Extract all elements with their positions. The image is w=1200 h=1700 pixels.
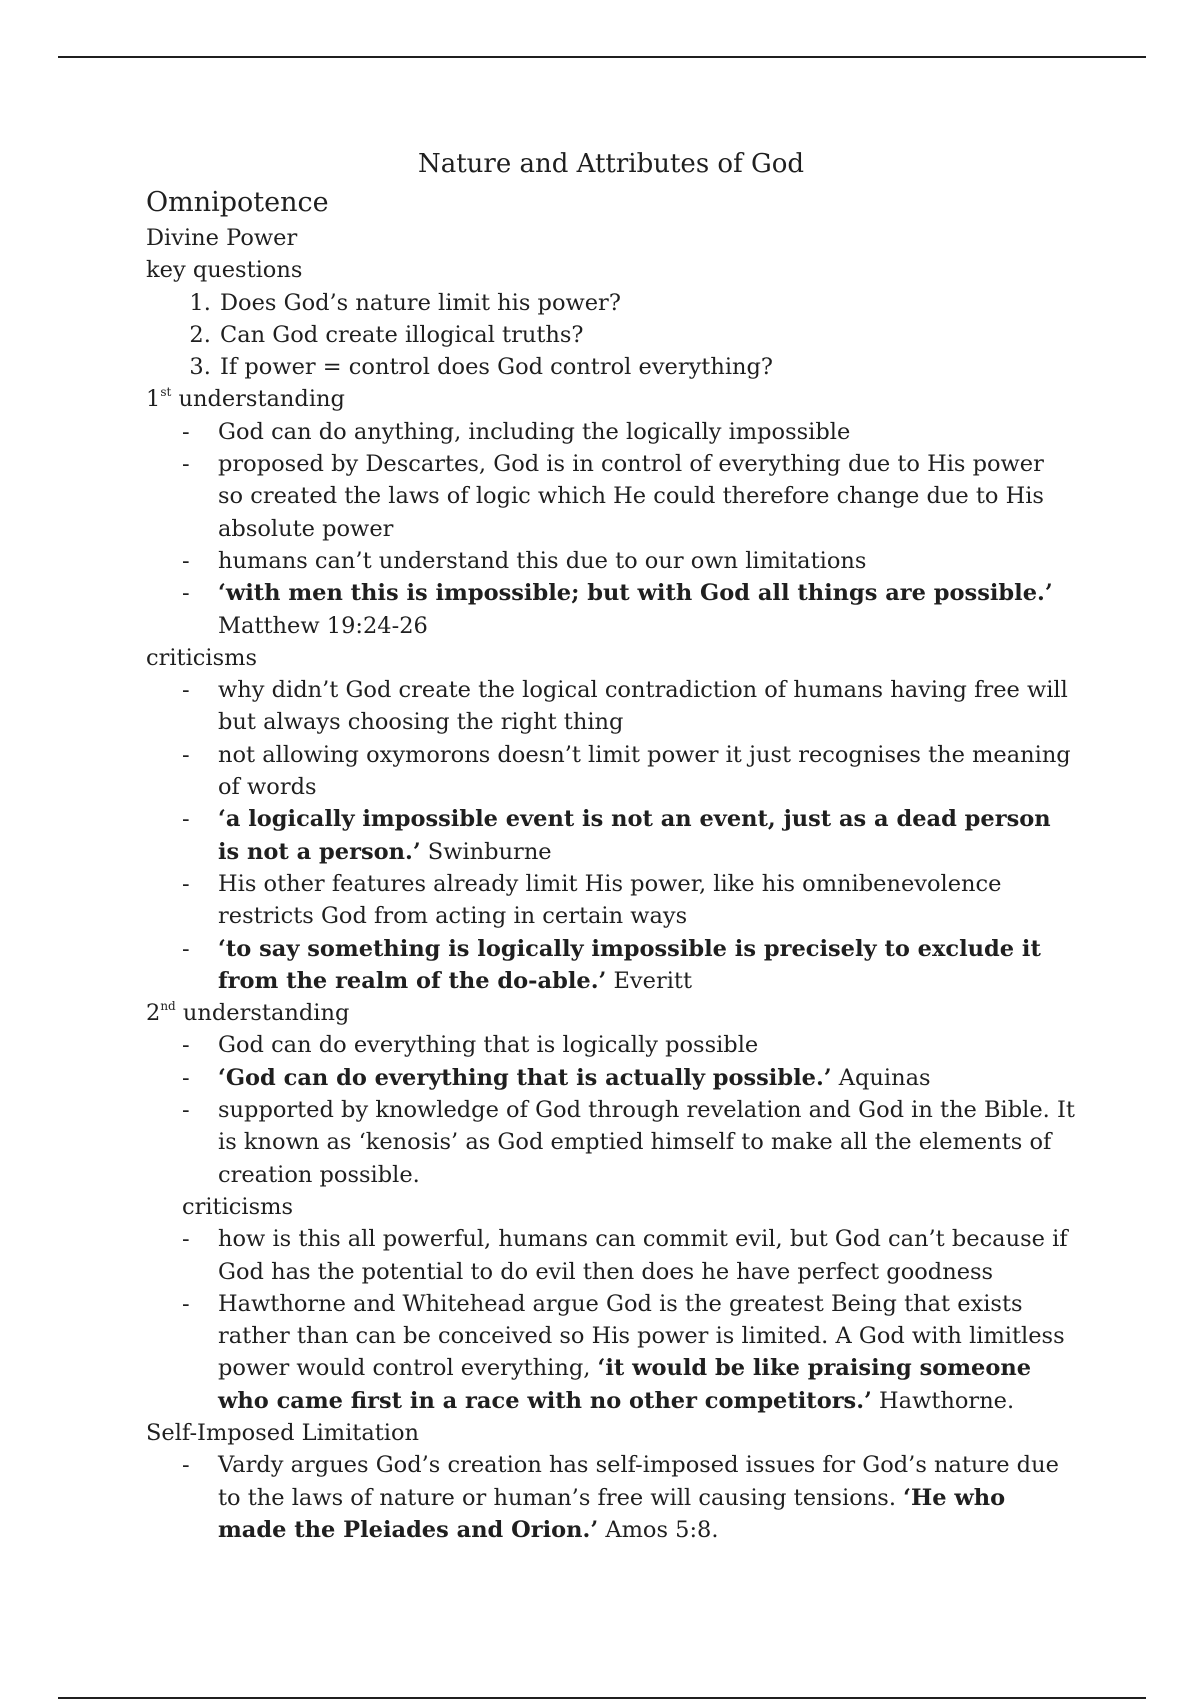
first-understanding-label: 1st understanding — [146, 384, 345, 413]
quote-source: Swinburne — [420, 838, 552, 865]
document-page — [146, 144, 1076, 1546]
subheading-divine-power: Divine Power — [146, 225, 298, 251]
second-criticisms-label: criticisms — [182, 1193, 294, 1220]
quote-source: Everitt — [606, 967, 692, 994]
quote: ‘a logically impossible event is not an event, just as a dead person is not a person.’ — [218, 806, 1051, 865]
list-item — [218, 1062, 1076, 1094]
key-question-item: 1. Does God’s nature limit his power? — [218, 287, 1076, 319]
first-criticisms-list — [146, 674, 1076, 997]
list-item: - God can do anything, including the logically impossible — [218, 416, 1076, 448]
key-question-item: 3. If power = control does God control everything? — [218, 351, 1076, 383]
self-imposed-limitation-list — [146, 1449, 1076, 1546]
quote-source: Matthew 19:24-26 — [218, 612, 428, 639]
list-item — [218, 577, 1076, 642]
list-item: - His other features already limit His power, like his omnibenevolence restricts God from acting in certain ways — [218, 868, 1076, 933]
first-understanding-points — [146, 416, 1076, 642]
list-item — [218, 933, 1076, 998]
page-title: Nature and Attributes of God — [417, 149, 805, 179]
quote: ‘it would be like praising someone who came first in a race with no other competitors.’ — [218, 1355, 1032, 1414]
list-item: - not allowing oxymorons doesn’t limit power it just recognises the meaning of words — [218, 739, 1076, 804]
first-criticisms-label: criticisms — [146, 644, 258, 671]
list-item: - humans can’t understand this due to our own limitations — [218, 545, 1076, 577]
list-item: - proposed by Descartes, God is in control of everything due to His power so created the laws of logic which He could therefore change due to His absolute power — [218, 448, 1076, 545]
list-item: - why didn’t God create the logical contradiction of humans having free will but always choosing the right thing — [218, 674, 1076, 739]
key-questions-label: key questions — [146, 257, 303, 284]
list-item — [218, 803, 1076, 868]
list-item: - Vardy argues God’s creation has self-imposed issues for God’s nature due to the laws of nature or human’s free will causing tensions. ‘He who made the Pleiades and Orion.’ Amos 5:8. — [218, 1449, 1076, 1546]
quote: ‘with men this is impossible; but with God all things are possible.’ — [218, 580, 1053, 607]
quote: ‘God can do everything that is actually possible.’ — [218, 1064, 832, 1091]
list-item: - how is this all powerful, humans can commit evil, but God can’t because if God has the potential to do evil then does he have perfect goodness — [218, 1223, 1076, 1288]
quote-source: Amos 5:8. — [598, 1516, 719, 1543]
second-understanding-points — [146, 1029, 1076, 1190]
top-rule — [58, 56, 1146, 58]
quote-source: Hawthorne. — [871, 1387, 1015, 1414]
quote-source: Aquinas — [831, 1064, 931, 1091]
key-question-item: 2. Can God create illogical truths? — [218, 319, 1076, 351]
second-criticisms-list — [146, 1223, 1076, 1417]
quote: ‘He who made the Pleiades and Orion.’ — [218, 1484, 1006, 1543]
key-questions-list — [146, 287, 1076, 384]
self-imposed-limitation-label: Self-Imposed Limitation — [146, 1419, 420, 1446]
list-item: - God can do everything that is logically possible — [218, 1029, 1076, 1061]
quote: ‘to say something is logically impossible is precisely to exclude it from the realm of the do-able.’ — [218, 935, 1041, 994]
section-heading-omnipotence: Omnipotence — [146, 187, 329, 218]
second-understanding-label: 2nd understanding — [146, 998, 350, 1027]
list-item: - supported by knowledge of God through revelation and God in the Bible. It is known as ‘kenosis’ as God emptied himself to make all the elements of creation possible. — [218, 1094, 1076, 1191]
bottom-rule — [58, 1697, 1146, 1699]
list-item: - Hawthorne and Whitehead argue God is the greatest Being that exists rather than can be conceived so His power is limited. A God with limitless power would control everything, ‘it would be like praising someone who came first in a race with no other competitors.’ Hawthorne. — [218, 1288, 1076, 1417]
